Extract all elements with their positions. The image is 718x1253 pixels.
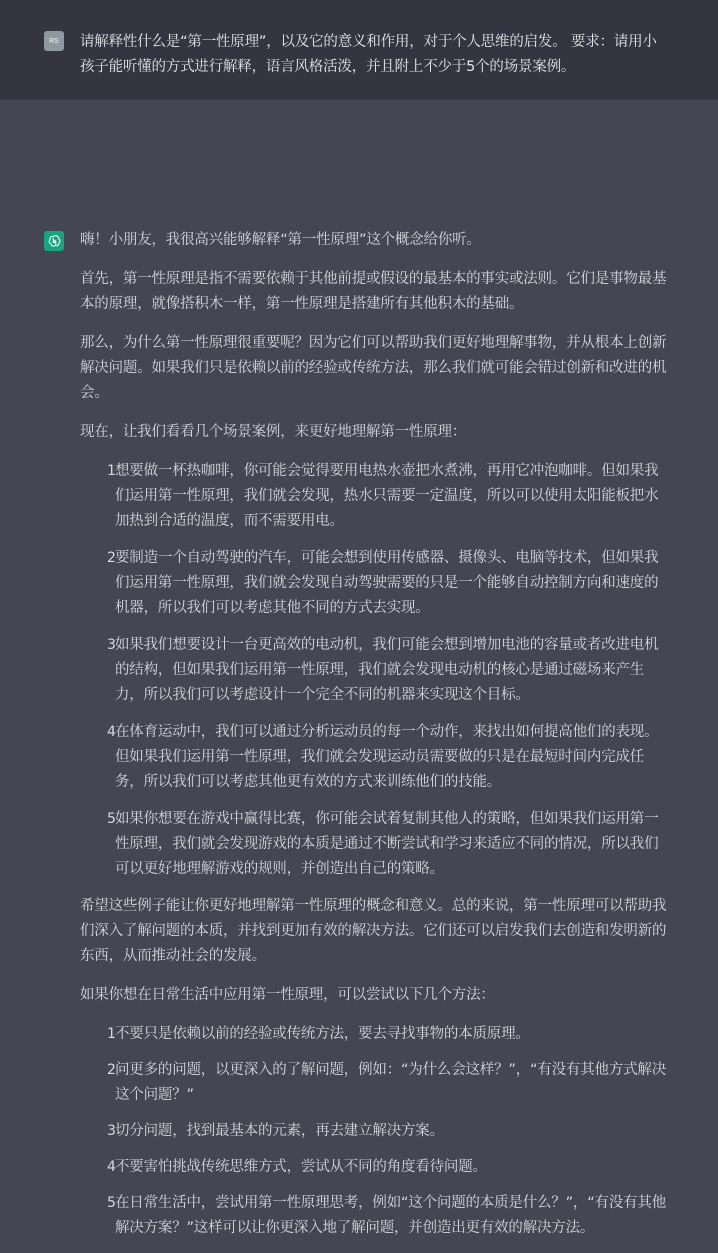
- cases-intro-paragraph: 现在，让我们看看几个场景案例，来更好地理解第一性原理：: [80, 424, 467, 440]
- case-item: 3 如果我们想要设计一台更高效的电动机，我们可能会想到增加电池的容量或者改进电机的结构，但如果我们运用第一性原理，我们就会发现电动机的核心是通过磁场来产生力，所以我们可以考虑设计一个完全不同的机器来实现这个目标。: [107, 637, 659, 703]
- openai-logo-icon: [44, 231, 64, 251]
- importance-paragraph: 那么，为什么第一性原理很重要呢？因为它们可以帮助我们更好地理解事物，并从根本上创新解决问题。如果我们只是依赖以前的经验或传统方法，那么我们就可能会错过创新和改进的机会。: [80, 335, 667, 401]
- case-item: 1 想要做一杯热咖啡，你可能会觉得要用电热水壶把水煮沸，再用它冲泡咖啡。但如果我们运用第一性原理，我们就会发现，热水只需要一定温度，所以可以使用太阳能板把水加热到合适的温度，而不需要用电。: [107, 463, 659, 529]
- method-item: 3 切分问题，找到最基本的元素，再去建立解决方案。: [107, 1123, 444, 1139]
- method-item: 4 不要害怕挑战传统思维方式，尝试从不同的角度看待问题。: [107, 1159, 487, 1175]
- methods-intro-paragraph: 如果你想在日常生活中应用第一性原理，可以尝试以下几个方法：: [80, 987, 495, 1003]
- user-avatar: RS: [44, 31, 64, 51]
- case-item: 5 如果你想要在游戏中赢得比赛，你可能会试着复制其他人的策略，但如果我们运用第一性原理，我们就会发现游戏的本质是通过不断尝试和学习来适应不同的情况，所以我们可以更好地理解游戏的规则，并创造出自己的策略。: [107, 811, 659, 877]
- user-message-text: 请解释性什么是“第一性原理”，以及它的意义和作用，对于个人思维的启发。 要求：请用小孩子能听懂的方式进行解释，语言风格活泼，并且附上不少于5个的场景案例。: [80, 34, 657, 75]
- definition-paragraph: 首先，第一性原理是指不需要依赖于其他前提或假设的最基本的事实或法则。它们是事物最基本的原理，就像搭积木一样，第一性原理是搭建所有其他积木的基础。: [80, 271, 667, 312]
- case-list: [80, 459, 670, 882]
- greeting-paragraph: 嗨！小朋友，我很高兴能够解释“第一性原理”这个概念给你听。: [80, 232, 481, 248]
- method-item: 5 在日常生活中，尝试用第一性原理思考，例如“这个问题的本质是什么？”，“有没有其他解决方案？”这样可以让你更深入地了解问题，并创造出更有效的解决方法。: [107, 1195, 667, 1236]
- assistant-message-block: [0, 100, 718, 1236]
- user-message-block: [0, 0, 718, 100]
- method-list: [80, 1022, 670, 1241]
- case-item: 4 在体育运动中，我们可以通过分析运动员的每一个动作，来找出如何提高他们的表现。但如果我们运用第一性原理，我们就会发现运动员需要做的只是在最短时间内完成任务，所以我们可以考虑其他更有效的方式来训练他们的技能。: [107, 724, 659, 790]
- method-item: 1 不要只是依赖以前的经验或传统方法，要去寻找事物的本质原理。: [107, 1026, 530, 1042]
- case-item: 2 要制造一个自动驾驶的汽车，可能会想到使用传感器、摄像头、电脑等技术，但如果我们运用第一性原理，我们就会发现自动驾驶需要的只是一个能够自动控制方向和速度的机器，所以我们可以考虑其他不同的方式去实现。: [107, 550, 659, 616]
- assistant-message-text: [80, 228, 670, 1253]
- method-item: 2 问更多的问题，以更深入的了解问题，例如：“为什么会这样？”，“有没有其他方式解决这个问题？”: [107, 1062, 667, 1103]
- summary-paragraph: 希望这些例子能让你更好地理解第一性原理的概念和意义。总的来说，第一性原理可以帮助我们深入了解问题的本质，并找到更加有效的解决方法。它们还可以启发我们去创造和发明新的东西，从而推动社会的发展。: [80, 898, 667, 964]
